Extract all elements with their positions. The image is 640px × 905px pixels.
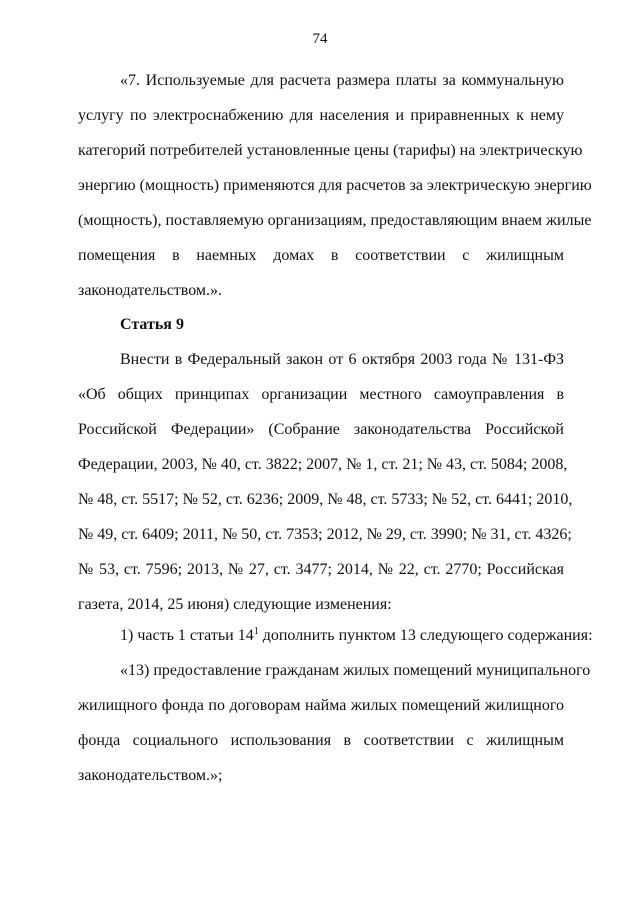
text-line: № 48, ст. 5517; № 52, ст. 6236; 2009, № 48, ст. 5733; № 52, ст. 6441; 2010, [78, 491, 573, 508]
item-1-text-end: дополнить пунктом 13 следующего содержания: [258, 627, 593, 644]
text-line: (мощность), поставляемую организациям, предоставляющим внаем жилые [78, 212, 592, 229]
text-line: «13) предоставление гражданам жилых помещений муниципального [120, 662, 591, 679]
page-number: 74 [312, 31, 328, 47]
article-heading: Статья 9 [120, 316, 184, 333]
text-line: «7. Используемые для расчета размера платы за коммунальную [120, 72, 564, 89]
text-line: законодательством.»; [78, 767, 223, 784]
text-line: Внести в Федеральный закон от 6 октября 2003 года № 131-ФЗ [120, 351, 564, 368]
text-line: энергию (мощность) применяются для расчетов за электрическую энергию [78, 177, 592, 194]
text-line: категорий потребителей установленные цены (тарифы) на электрическую [78, 142, 583, 159]
text-line: услугу по электроснабжению для населения и приравненных к нему [78, 107, 564, 124]
text-line: законодательством.». [78, 282, 223, 299]
text-line: Российской Федерации» (Собрание законодательства Российской [78, 421, 564, 438]
text-line: № 53, ст. 7596; 2013, № 27, ст. 3477; 2014, № 22, ст. 2770; Российская [78, 561, 564, 578]
item-1-text-start: 1) часть 1 статьи 14 [120, 627, 254, 644]
text-line [78, 625, 593, 647]
text-line: «Об общих принципах организации местного самоуправления в [78, 386, 564, 403]
text-line: № 49, ст. 6409; 2011, № 50, ст. 7353; 2012, № 29, ст. 3990; № 31, ст. 4326; [78, 526, 572, 543]
text-line: помещения в наемных домах в соответствии с жилищным [78, 247, 564, 264]
text-line: фонда социального использования в соответствии с жилищным [78, 732, 564, 749]
text-line: жилищного фонда по договорам найма жилых помещений жилищного [78, 697, 564, 714]
item-1-superscript: 1 [253, 626, 259, 637]
text-line: Федерации, 2003, № 40, ст. 3822; 2007, № 1, ст. 21; № 43, ст. 5084; 2008, [78, 456, 568, 473]
text-line: газета, 2014, 25 июня) следующие изменения: [78, 596, 392, 613]
